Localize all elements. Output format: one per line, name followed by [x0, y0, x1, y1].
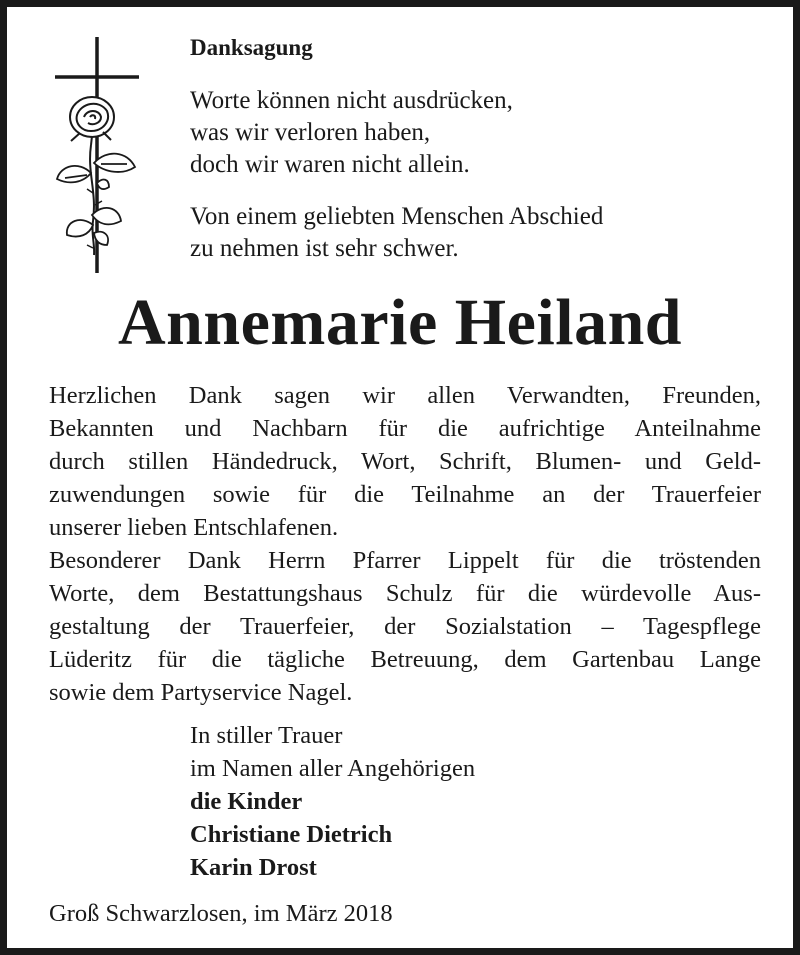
body-line: unserer lieben Entschlafenen. [49, 514, 339, 541]
thanks-paragraph [49, 379, 761, 709]
signature-block [190, 719, 475, 884]
poem-line: doch wir waren nicht allein. [190, 151, 470, 178]
place-and-date: Groß Schwarzlosen, im März 2018 [49, 900, 393, 927]
body-line: durch stillen Händedruck, Wort, Schrift, Blumen- und Geld- [49, 448, 761, 475]
body-line: Herzlichen Dank sagen wir allen Verwandten, Freunden, [49, 382, 761, 409]
body-line: gestaltung der Trauerfeier, der Sozialstation – Tagespflege [49, 613, 761, 640]
poem-line: Worte können nicht ausdrücken, [190, 87, 513, 114]
body-line: Lüderitz für die tägliche Betreuung, dem Gartenbau Lange [49, 646, 761, 673]
signature-line: im Namen aller Angehörigen [190, 755, 476, 782]
body-line: Bekannten und Nachbarn für die aufrichtige Anteilnahme [49, 415, 761, 442]
poem-stanza-1 [190, 85, 513, 181]
heading: Danksagung [190, 35, 313, 60]
body-line: sowie dem Partyservice Nagel. [49, 679, 353, 706]
body-line: Worte, dem Bestattungshaus Schulz für die würdevolle Aus- [49, 580, 761, 607]
body-line: Besonderer Dank Herrn Pfarrer Lippelt für die tröstenden [49, 547, 761, 574]
poem-line: zu nehmen ist sehr schwer. [190, 235, 459, 262]
poem-line: was wir verloren haben, [190, 119, 431, 146]
mourner-name: die Kinder [190, 788, 303, 815]
mourner-name: Christiane Dietrich [190, 821, 393, 848]
deceased-name: Annemarie Heiland [118, 286, 682, 359]
cross-with-rose-icon [47, 33, 147, 278]
poem-stanza-2 [190, 201, 603, 265]
body-line: zuwendungen sowie für die Teilnahme an der Trauerfeier [49, 481, 761, 508]
mourner-name: Karin Drost [190, 854, 317, 881]
poem-line: Von einem geliebten Menschen Abschied [190, 203, 604, 230]
signature-line: In stiller Trauer [190, 722, 343, 749]
